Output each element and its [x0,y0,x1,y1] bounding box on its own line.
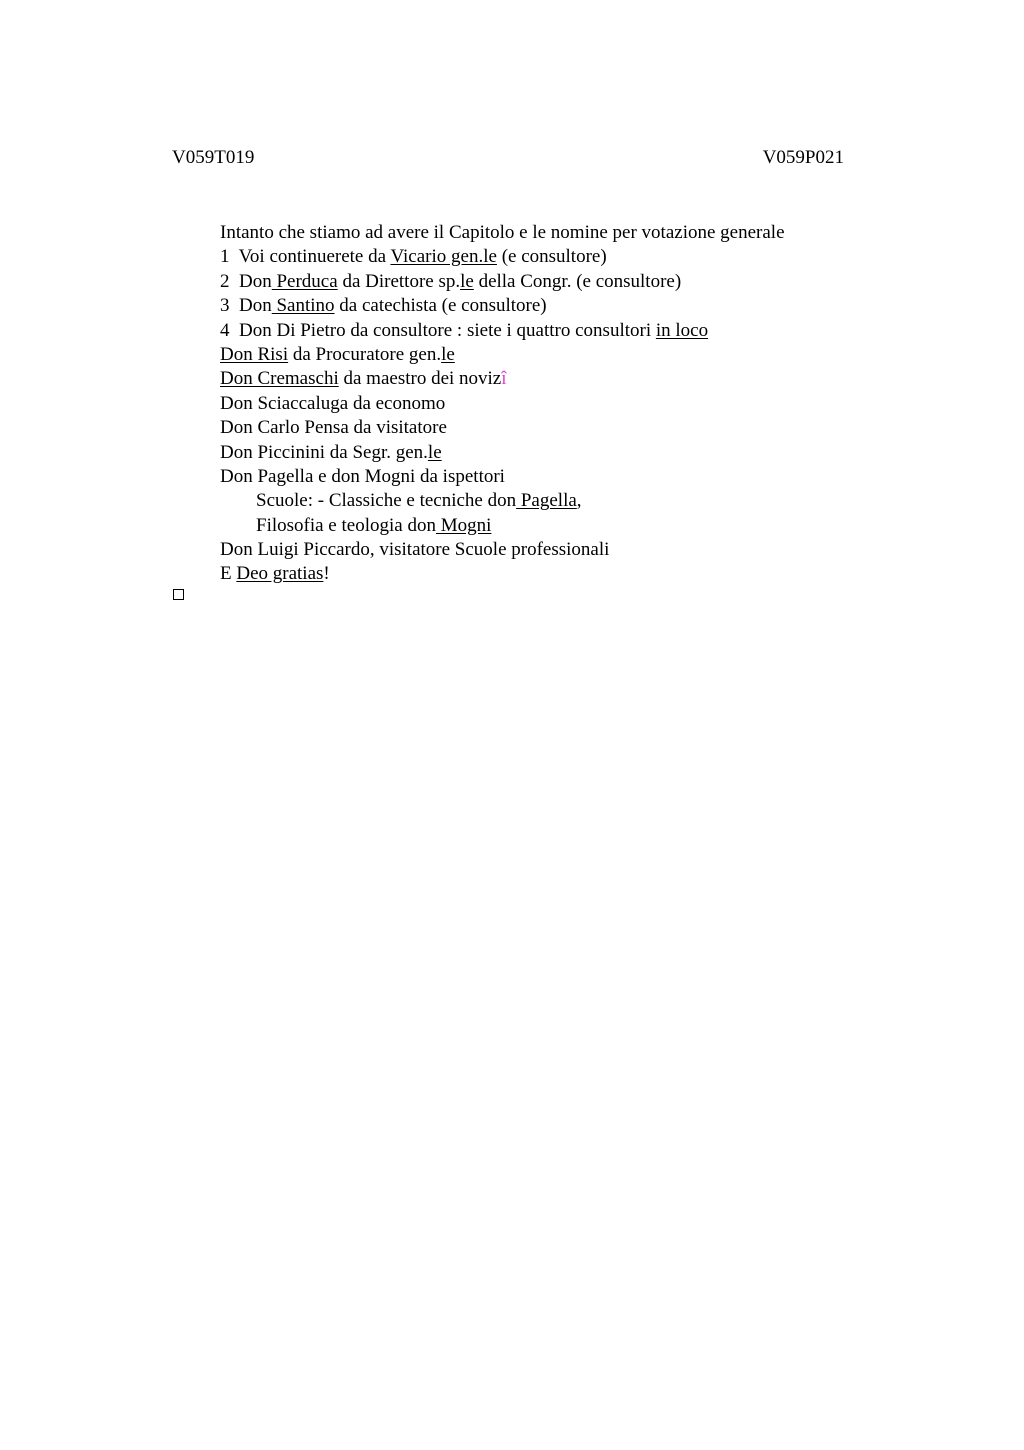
underlined-text: Santino [271,295,335,317]
document-code-left: V059T019 [172,147,255,168]
text-span: E [220,563,237,585]
indented-line [220,514,920,538]
document-code-right: V059P021 [762,147,844,168]
underlined-text: Don Cremaschi [220,368,339,390]
text-span: (e consultore) [496,246,607,268]
underlined-text: Deo gratias [236,563,324,585]
underlined-text: Vicario gen.le [390,246,497,268]
underlined-text: le [460,270,474,292]
text-span: Don Piccinini da Segr. gen. [220,441,428,463]
text-line [220,245,920,269]
underlined-text: le [441,343,455,365]
text-line [220,294,920,318]
square-box-icon [173,589,184,600]
text-line [220,270,920,294]
text-span: Scuole: - Classiche e tecniche don [256,490,517,512]
text-line: Don Sciaccaluga da economo [220,392,446,414]
closing-line [220,562,920,586]
text-line: Don Luigi Piccardo, visitatore Scuole professionali [220,539,610,561]
text-span: da maestro dei noviz [338,368,502,390]
text-line [220,367,920,391]
text-line: Don Carlo Pensa da visitatore [220,417,447,439]
underlined-text: le [427,441,442,463]
text-line: Don Pagella e don Mogni da ispettori [220,465,505,487]
text-span: da catechista (e consultore) [334,295,547,317]
underlined-text: Don Risi [220,343,289,365]
text-span: 3 Don [220,295,272,317]
text-span: Filosofia e teologia don [256,514,436,536]
underlined-text: Perduca [271,270,338,292]
text-line [220,319,920,343]
text-span: da Procuratore gen. [288,343,442,365]
text-span: , [576,490,582,512]
document-body [220,221,920,587]
text-span: da Direttore sp. [337,270,461,292]
indented-line [220,489,920,513]
text-line [220,343,920,367]
text-span: 2 Don [220,270,272,292]
intro-line: Intanto che stiamo ad avere il Capitolo e le nomine per votazione generale [220,222,785,243]
underlined-text: Pagella [516,490,577,512]
text-line [220,441,920,465]
text-span: 1 Voi continuerete da [220,246,391,268]
accented-char: î [501,368,507,390]
underlined-text: in loco [655,319,709,341]
text-span: della Congr. (e consultore) [473,270,682,292]
text-span: 4 Don Di Pietro da consultore : siete i quattro consultori [220,319,656,341]
text-span: ! [323,563,330,585]
underlined-text: Mogni [435,514,492,536]
